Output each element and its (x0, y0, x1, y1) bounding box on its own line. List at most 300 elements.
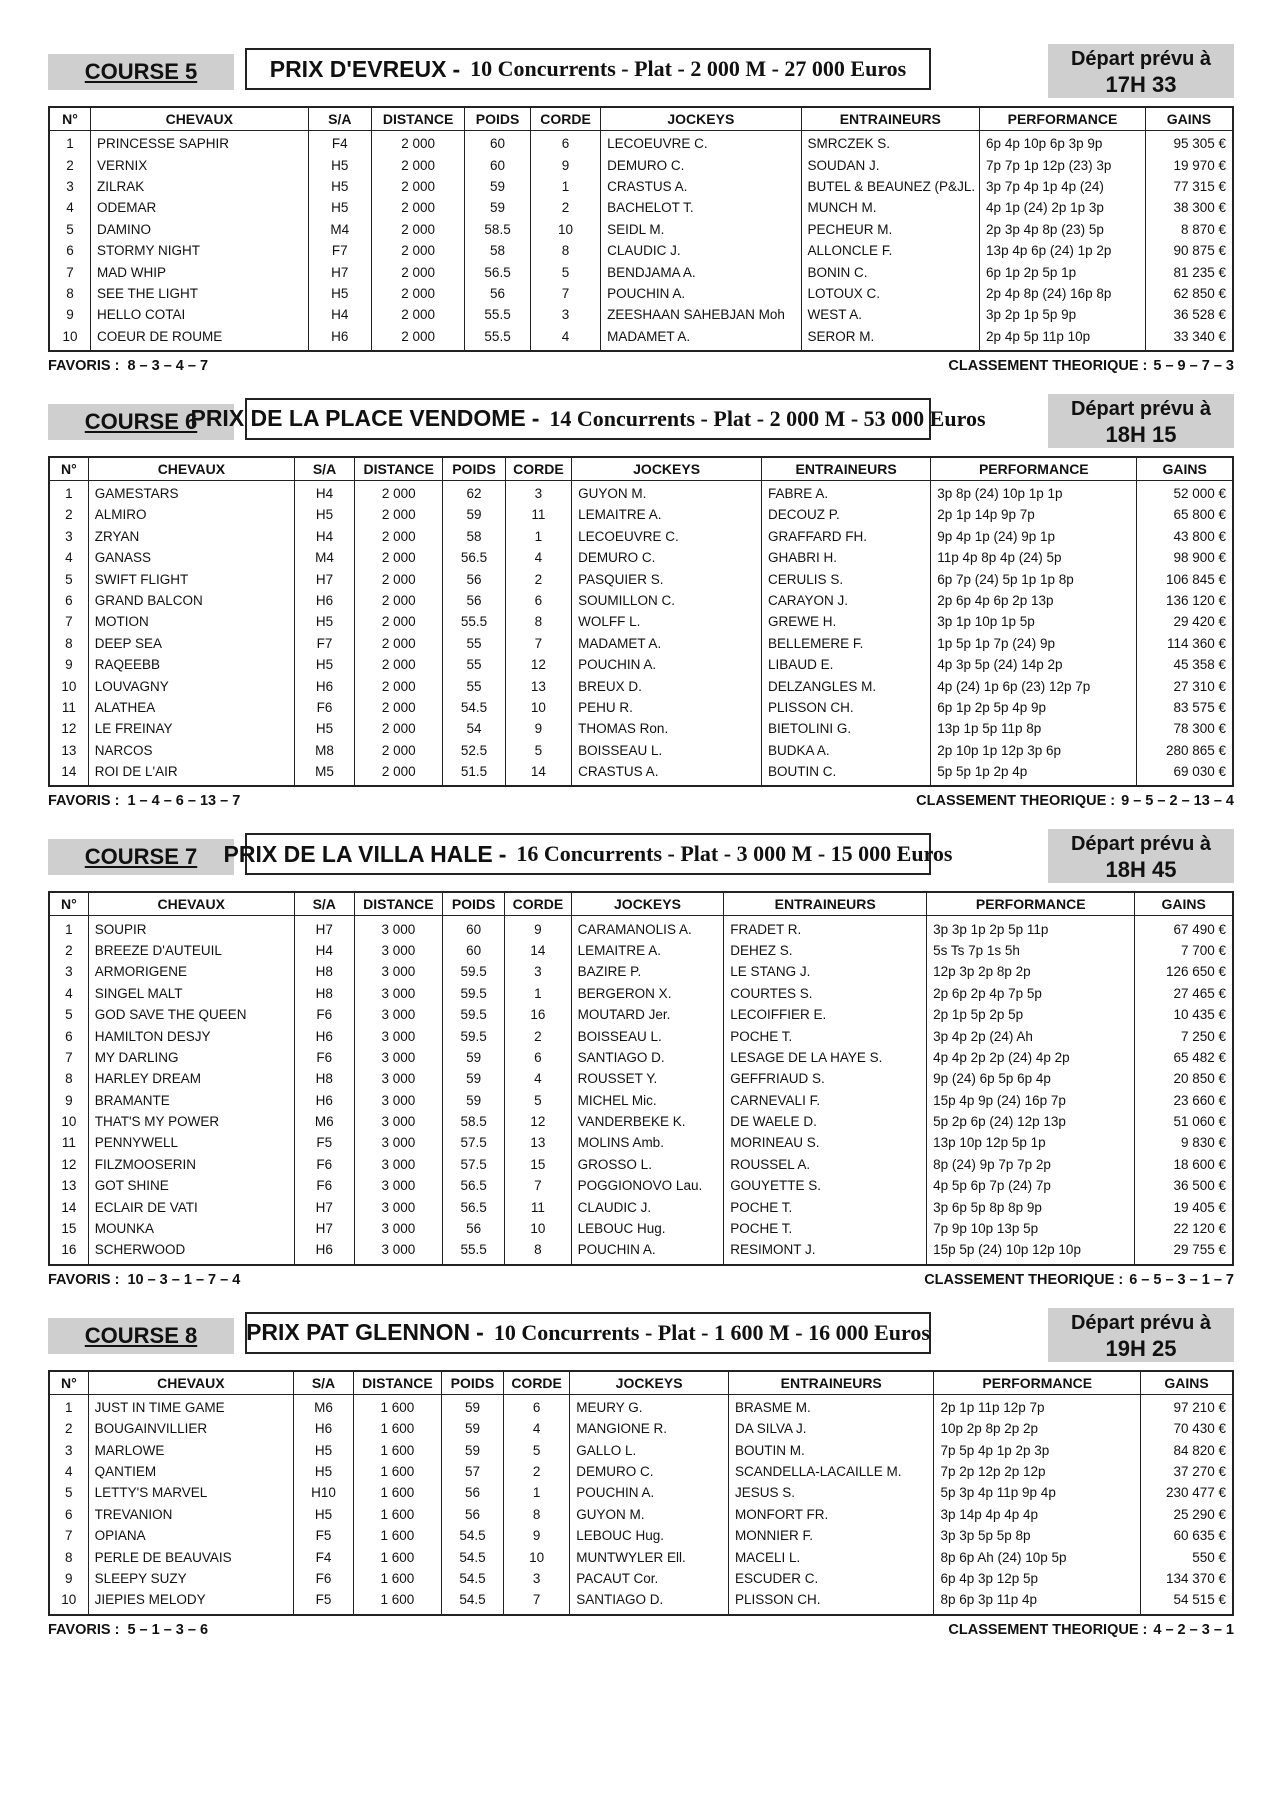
cell-earnings: 19 970 € (1145, 154, 1233, 175)
cell-earnings: 23 660 € (1135, 1090, 1233, 1111)
cell-performance: 8p (24) 9p 7p 7p 2p (927, 1154, 1135, 1175)
cell-performance: 2p 6p 4p 6p 2p 13p (931, 590, 1137, 611)
cell-weight: 56.5 (443, 1196, 505, 1217)
cell-trainer: GREWE H. (762, 611, 931, 632)
cell-weight: 59 (443, 1068, 505, 1089)
cell-draw: 16 (505, 1004, 572, 1025)
cell-horse: ODEMAR (90, 197, 308, 218)
cell-num: 13 (49, 1175, 88, 1196)
table-header-row (49, 892, 1233, 916)
cell-draw: 13 (505, 675, 572, 696)
course-footer (48, 358, 1234, 380)
cell-earnings: 70 430 € (1141, 1418, 1233, 1439)
cell-draw: 9 (505, 718, 572, 739)
cell-num: 12 (49, 718, 88, 739)
cell-performance: 2p 4p 5p 11p 10p (980, 326, 1146, 351)
cell-horse: COEUR DE ROUME (90, 326, 308, 351)
cell-jockey: BERGERON X. (571, 983, 724, 1004)
cell-distance: 1 600 (353, 1546, 441, 1567)
cell-performance: 11p 4p 8p 4p (24) 5p (931, 547, 1137, 568)
cell-trainer: FRADET R. (724, 916, 927, 940)
cell-performance: 4p 3p 5p (24) 14p 2p (931, 654, 1137, 675)
course-gap (48, 380, 1234, 394)
cell-sa: F6 (294, 1154, 354, 1175)
cell-horse: ZILRAK (90, 176, 308, 197)
course-section (48, 829, 1234, 1293)
column-header-weight: POIDS (465, 107, 531, 131)
cell-sa: F5 (294, 1589, 354, 1614)
theoretical-ranking-value: 9 – 5 – 2 – 13 – 4 (1121, 793, 1234, 810)
cell-jockey: MUNTWYLER Ell. (570, 1546, 729, 1567)
cell-trainer: BOUTIN M. (728, 1439, 933, 1460)
cell-weight: 54.5 (441, 1568, 503, 1589)
cell-num: 1 (49, 131, 90, 155)
cell-num: 16 (49, 1239, 88, 1264)
cell-earnings: 67 490 € (1135, 916, 1233, 940)
column-header-num: N° (49, 1371, 88, 1395)
race-details: 10 Concurrents - Plat - 1 600 M - 16 000 Euros (493, 1319, 930, 1345)
course-header (48, 394, 1234, 456)
table-row (49, 261, 1233, 282)
cell-horse: LETTY'S MARVEL (88, 1482, 293, 1503)
cell-sa: H5 (294, 1504, 354, 1525)
table-row (49, 1239, 1233, 1264)
start-time-box (1048, 829, 1234, 883)
cell-jockey: LEBOUC Hug. (571, 1218, 724, 1239)
theoretical-ranking-value: 4 – 2 – 3 – 1 (1153, 1621, 1234, 1638)
column-header-horse: CHEVAUX (88, 457, 294, 481)
race-title (223, 833, 953, 875)
table-row (49, 697, 1233, 718)
race-title-separator: - (452, 55, 461, 82)
cell-num: 10 (49, 1111, 88, 1132)
favorites-label: FAVORIS : (48, 1271, 120, 1288)
cell-distance: 2 000 (371, 219, 464, 240)
cell-distance: 2 000 (371, 176, 464, 197)
cell-performance: 2p 6p 2p 4p 7p 5p (927, 983, 1135, 1004)
cell-draw: 10 (503, 1546, 569, 1567)
cell-weight: 60 (465, 154, 531, 175)
course-label: COURSE 6 (48, 404, 234, 440)
cell-num: 1 (49, 480, 88, 504)
cell-sa: H8 (294, 983, 354, 1004)
cell-horse: ALMIRO (88, 504, 294, 525)
cell-earnings: 25 290 € (1141, 1504, 1233, 1525)
cell-performance: 10p 2p 8p 2p 2p (934, 1418, 1141, 1439)
cell-weight: 55 (443, 633, 505, 654)
cell-draw: 10 (530, 219, 600, 240)
cell-performance: 7p 2p 12p 2p 12p (934, 1461, 1141, 1482)
table-row (49, 718, 1233, 739)
cell-performance: 7p 5p 4p 1p 2p 3p (934, 1439, 1141, 1460)
start-time-box (1048, 1308, 1234, 1362)
cell-trainer: GEFFRIAUD S. (724, 1068, 927, 1089)
column-header-num: N° (49, 457, 88, 481)
cell-draw: 6 (505, 1047, 572, 1068)
cell-num: 5 (49, 568, 88, 589)
cell-sa: H6 (308, 326, 371, 351)
cell-distance: 1 600 (353, 1589, 441, 1614)
cell-draw: 8 (503, 1504, 569, 1525)
cell-jockey: BAZIRE P. (571, 961, 724, 982)
cell-earnings: 81 235 € (1145, 261, 1233, 282)
cell-draw: 2 (530, 197, 600, 218)
cell-weight: 58.5 (465, 219, 531, 240)
cell-performance: 4p 1p (24) 2p 1p 3p (980, 197, 1146, 218)
cell-earnings: 78 300 € (1137, 718, 1233, 739)
cell-jockey: THOMAS Ron. (572, 718, 762, 739)
cell-draw: 7 (505, 1175, 572, 1196)
race-name: PRIX PAT GLENNON (246, 1319, 471, 1346)
cell-distance: 3 000 (354, 1196, 442, 1217)
cell-trainer: DECOUZ P. (762, 504, 931, 525)
cell-weight: 56 (443, 568, 505, 589)
theoretical-ranking-label: CLASSEMENT THEORIQUE : (916, 793, 1116, 810)
start-time-label: Départ prévu à (1070, 48, 1212, 70)
cell-num: 7 (49, 1525, 88, 1546)
cell-performance: 12p 3p 2p 8p 2p (927, 961, 1135, 982)
cell-performance: 3p 14p 4p 4p 4p (934, 1504, 1141, 1525)
cell-sa: F6 (294, 1047, 354, 1068)
cell-jockey: CLAUDIC J. (601, 240, 801, 261)
start-time-label: Départ prévu à (1070, 833, 1212, 856)
table-row (49, 761, 1233, 786)
cell-draw: 3 (505, 961, 572, 982)
table-row (49, 504, 1233, 525)
cell-weight: 56.5 (465, 261, 531, 282)
cell-distance: 2 000 (355, 654, 443, 675)
race-name: PRIX DE LA VILLA HALE (223, 840, 493, 867)
table-row (49, 1439, 1233, 1460)
table-row (49, 983, 1233, 1004)
cell-jockey: VANDERBEKE K. (571, 1111, 724, 1132)
cell-trainer: GRAFFARD FH. (762, 526, 931, 547)
cell-earnings: 19 405 € (1135, 1196, 1233, 1217)
cell-performance: 6p 4p 3p 12p 5p (934, 1568, 1141, 1589)
cell-num: 13 (49, 740, 88, 761)
cell-trainer: BOUTIN C. (762, 761, 931, 786)
cell-horse: PENNYWELL (88, 1132, 294, 1153)
cell-trainer: POCHE T. (724, 1218, 927, 1239)
cell-distance: 2 000 (371, 154, 464, 175)
race-title-separator: - (498, 840, 507, 867)
cell-num: 3 (49, 961, 88, 982)
cell-trainer: GOUYETTE S. (724, 1175, 927, 1196)
cell-performance: 3p 6p 5p 8p 8p 9p (927, 1196, 1135, 1217)
column-header-horse: CHEVAUX (88, 892, 294, 916)
cell-num: 9 (49, 304, 90, 325)
cell-earnings: 77 315 € (1145, 176, 1233, 197)
cell-earnings: 18 600 € (1135, 1154, 1233, 1175)
cell-weight: 55.5 (443, 611, 505, 632)
theoretical-ranking (948, 1622, 1234, 1638)
cell-draw: 1 (505, 526, 572, 547)
cell-sa: H8 (294, 961, 354, 982)
column-header-weight: POIDS (441, 1371, 503, 1395)
cell-performance: 15p 4p 9p (24) 16p 7p (927, 1090, 1135, 1111)
favorites (48, 1272, 240, 1288)
table-row (49, 568, 1233, 589)
cell-horse: THAT'S MY POWER (88, 1111, 294, 1132)
cell-num: 6 (49, 1025, 88, 1046)
cell-draw: 4 (503, 1418, 569, 1439)
column-header-jockey: JOCKEYS (571, 892, 724, 916)
cell-weight: 54.5 (441, 1589, 503, 1614)
table-row (49, 1218, 1233, 1239)
cell-sa: H5 (295, 504, 355, 525)
cell-distance: 3 000 (354, 1218, 442, 1239)
cell-horse: DAMINO (90, 219, 308, 240)
cell-trainer: PECHEUR M. (801, 219, 980, 240)
table-row (49, 1154, 1233, 1175)
race-title (190, 398, 986, 440)
cell-earnings: 97 210 € (1141, 1394, 1233, 1418)
cell-distance: 3 000 (354, 1111, 442, 1132)
cell-jockey: CRASTUS A. (572, 761, 762, 786)
cell-jockey: MANGIONE R. (570, 1418, 729, 1439)
cell-draw: 14 (505, 940, 572, 961)
table-row (49, 590, 1233, 611)
cell-distance: 1 600 (353, 1461, 441, 1482)
cell-distance: 3 000 (354, 1004, 442, 1025)
course-section (48, 1308, 1234, 1644)
cell-performance: 8p 6p 3p 11p 4p (934, 1589, 1141, 1614)
cell-num: 1 (49, 1394, 88, 1418)
column-header-earnings: GAINS (1137, 457, 1233, 481)
cell-num: 8 (49, 1068, 88, 1089)
cell-performance: 5p 3p 4p 11p 9p 4p (934, 1482, 1141, 1503)
cell-earnings: 136 120 € (1137, 590, 1233, 611)
cell-draw: 11 (505, 504, 572, 525)
cell-earnings: 22 120 € (1135, 1218, 1233, 1239)
cell-draw: 10 (505, 697, 572, 718)
start-time: 19H 25 (1105, 1335, 1177, 1361)
cell-earnings: 90 875 € (1145, 240, 1233, 261)
cell-earnings: 106 845 € (1137, 568, 1233, 589)
cell-trainer: COURTES S. (724, 983, 927, 1004)
cell-trainer: JESUS S. (728, 1482, 933, 1503)
course-gap (48, 815, 1234, 829)
cell-jockey: PACAUT Cor. (570, 1568, 729, 1589)
cell-sa: M6 (294, 1394, 354, 1418)
cell-sa: H8 (294, 1068, 354, 1089)
cell-num: 8 (49, 1546, 88, 1567)
table-row (49, 154, 1233, 175)
cell-trainer: LOTOUX C. (801, 283, 980, 304)
course-header (48, 44, 1234, 106)
cell-num: 12 (49, 1154, 88, 1175)
cell-sa: H5 (295, 654, 355, 675)
cell-horse: DEEP SEA (88, 633, 294, 654)
cell-num: 8 (49, 283, 90, 304)
cell-draw: 1 (503, 1482, 569, 1503)
favorites (48, 1622, 208, 1638)
cell-draw: 3 (503, 1568, 569, 1589)
cell-num: 9 (49, 654, 88, 675)
cell-sa: H7 (294, 916, 354, 940)
cell-sa: H6 (294, 1025, 354, 1046)
cell-horse: SINGEL MALT (88, 983, 294, 1004)
cell-jockey: GUYON M. (572, 480, 762, 504)
cell-performance: 2p 1p 14p 9p 7p (931, 504, 1137, 525)
cell-jockey: BENDJAMA A. (601, 261, 801, 282)
cell-jockey: PASQUIER S. (572, 568, 762, 589)
cell-earnings: 134 370 € (1141, 1568, 1233, 1589)
cell-performance: 3p 4p 2p (24) Ah (927, 1025, 1135, 1046)
cell-performance: 6p 1p 2p 5p 1p (980, 261, 1146, 282)
cell-sa: H5 (295, 718, 355, 739)
column-header-num: N° (49, 107, 90, 131)
cell-horse: SCHERWOOD (88, 1239, 294, 1264)
column-header-sa: S/A (295, 457, 355, 481)
cell-distance: 2 000 (371, 261, 464, 282)
cell-performance: 3p 7p 4p 1p 4p (24) (980, 176, 1146, 197)
start-time: 18H 15 (1105, 421, 1177, 447)
cell-earnings: 95 305 € (1145, 131, 1233, 155)
cell-earnings: 43 800 € (1137, 526, 1233, 547)
cell-draw: 7 (505, 633, 572, 654)
cell-draw: 14 (505, 761, 572, 786)
cell-horse: QANTIEM (88, 1461, 293, 1482)
cell-sa: H4 (295, 526, 355, 547)
cell-sa: H5 (308, 176, 371, 197)
cell-weight: 60 (465, 131, 531, 155)
cell-distance: 3 000 (354, 1132, 442, 1153)
cell-horse: ALATHEA (88, 697, 294, 718)
course-gap (48, 1294, 1234, 1308)
cell-trainer: SOUDAN J. (801, 154, 980, 175)
column-header-sa: S/A (294, 1371, 354, 1395)
cell-performance: 2p 1p 5p 2p 5p (927, 1004, 1135, 1025)
cell-earnings: 36 528 € (1145, 304, 1233, 325)
cell-trainer: RESIMONT J. (724, 1239, 927, 1264)
cell-weight: 55 (443, 675, 505, 696)
cell-performance: 3p 1p 10p 1p 5p (931, 611, 1137, 632)
cell-trainer: LE STANG J. (724, 961, 927, 982)
theoretical-ranking (924, 1272, 1234, 1288)
cell-draw: 2 (505, 568, 572, 589)
cell-sa: H5 (308, 197, 371, 218)
cell-performance: 6p 7p (24) 5p 1p 1p 8p (931, 568, 1137, 589)
cell-sa: H6 (295, 675, 355, 696)
cell-trainer: LECOIFFIER E. (724, 1004, 927, 1025)
cell-trainer: MONFORT FR. (728, 1504, 933, 1525)
column-header-performance: PERFORMANCE (934, 1371, 1141, 1395)
cell-performance: 2p 3p 4p 8p (23) 5p (980, 219, 1146, 240)
cell-distance: 2 000 (355, 590, 443, 611)
cell-num: 10 (49, 675, 88, 696)
table-row (49, 916, 1233, 940)
table-row (49, 1025, 1233, 1046)
cell-jockey: CRASTUS A. (601, 176, 801, 197)
table-row (49, 304, 1233, 325)
cell-draw: 10 (505, 1218, 572, 1239)
column-header-trainer: ENTRAINEURS (801, 107, 980, 131)
cell-earnings: 69 030 € (1137, 761, 1233, 786)
cell-distance: 1 600 (353, 1439, 441, 1460)
cell-earnings: 7 700 € (1135, 940, 1233, 961)
cell-horse: LOUVAGNY (88, 675, 294, 696)
cell-weight: 51.5 (443, 761, 505, 786)
cell-earnings: 65 800 € (1137, 504, 1233, 525)
cell-horse: HARLEY DREAM (88, 1068, 294, 1089)
cell-trainer: DE WAELE D. (724, 1111, 927, 1132)
cell-distance: 3 000 (354, 1068, 442, 1089)
cell-performance: 6p 4p 10p 6p 3p 9p (980, 131, 1146, 155)
cell-weight: 58 (465, 240, 531, 261)
column-header-performance: PERFORMANCE (980, 107, 1146, 131)
cell-distance: 2 000 (371, 131, 464, 155)
cell-distance: 3 000 (354, 1025, 442, 1046)
cell-num: 5 (49, 1482, 88, 1503)
cell-distance: 2 000 (355, 740, 443, 761)
cell-horse: BOUGAINVILLIER (88, 1418, 293, 1439)
runners-table (48, 456, 1234, 787)
cell-weight: 54 (443, 718, 505, 739)
column-header-jockey: JOCKEYS (570, 1371, 729, 1395)
cell-jockey: POUCHIN A. (601, 283, 801, 304)
cell-distance: 3 000 (354, 940, 442, 961)
cell-jockey: LEBOUC Hug. (570, 1525, 729, 1546)
cell-sa: F6 (294, 1568, 354, 1589)
cell-performance: 13p 4p 6p (24) 1p 2p (980, 240, 1146, 261)
cell-jockey: CARAMANOLIS A. (571, 916, 724, 940)
table-row (49, 1196, 1233, 1217)
table-row (49, 654, 1233, 675)
cell-trainer: DEHEZ S. (724, 940, 927, 961)
programme-page (48, 44, 1234, 1644)
cell-num: 1 (49, 916, 88, 940)
race-details: 14 Concurrents - Plat - 2 000 M - 53 000 Euros (549, 405, 986, 431)
cell-trainer: CARNEVALI F. (724, 1090, 927, 1111)
cell-trainer: BUDKA A. (762, 740, 931, 761)
cell-performance: 4p 5p 6p 7p (24) 7p (927, 1175, 1135, 1196)
table-row (49, 1418, 1233, 1439)
cell-sa: F7 (295, 633, 355, 654)
cell-trainer: ESCUDER C. (728, 1568, 933, 1589)
table-row (49, 1175, 1233, 1196)
table-row (49, 1525, 1233, 1546)
cell-num: 6 (49, 590, 88, 611)
race-title (245, 1312, 931, 1354)
cell-trainer: BELLEMERE F. (762, 633, 931, 654)
cell-sa: H4 (295, 480, 355, 504)
cell-weight: 59 (443, 504, 505, 525)
table-header-row (49, 457, 1233, 481)
cell-weight: 59 (443, 1047, 505, 1068)
cell-distance: 1 600 (353, 1482, 441, 1503)
cell-num: 5 (49, 219, 90, 240)
cell-earnings: 9 830 € (1135, 1132, 1233, 1153)
cell-sa: M6 (294, 1111, 354, 1132)
cell-weight: 54.5 (441, 1546, 503, 1567)
cell-weight: 58 (443, 526, 505, 547)
cell-horse: PERLE DE BEAUVAIS (88, 1546, 293, 1567)
course-header (48, 829, 1234, 891)
theoretical-ranking-label: CLASSEMENT THEORIQUE : (924, 1271, 1124, 1288)
cell-earnings: 29 755 € (1135, 1239, 1233, 1264)
cell-horse: LE FREINAY (88, 718, 294, 739)
column-header-trainer: ENTRAINEURS (762, 457, 931, 481)
cell-trainer: PLISSON CH. (762, 697, 931, 718)
cell-weight: 59 (441, 1418, 503, 1439)
cell-trainer: LESAGE DE LA HAYE S. (724, 1047, 927, 1068)
cell-earnings: 60 635 € (1141, 1525, 1233, 1546)
table-row (49, 283, 1233, 304)
cell-sa: F5 (294, 1132, 354, 1153)
cell-draw: 11 (505, 1196, 572, 1217)
cell-performance: 2p 10p 1p 12p 3p 6p (931, 740, 1137, 761)
